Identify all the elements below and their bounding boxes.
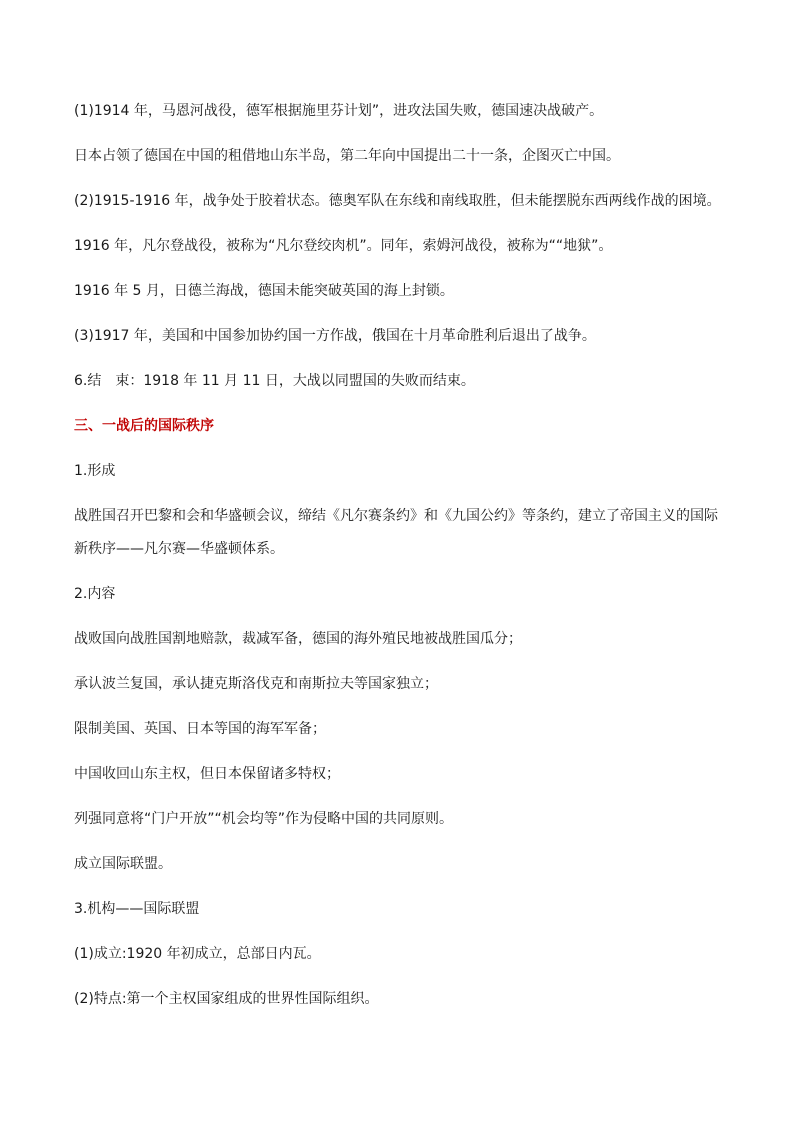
paragraph-war-end: 6.结 束：1918 年 11 月 11 日，大战以同盟国的失败而结束。	[74, 373, 475, 389]
paragraph-stalemate: (2)1915-1916 年，战争处于胶着状态。德奥军队在东线和南线取胜，但未能摆脱东西两线作战的困境。	[74, 193, 721, 209]
paragraph-league-established: (1)成立:1920 年初成立，总部日内瓦。	[74, 946, 321, 962]
paragraph-reparations: 战败国向战胜国割地赔款，裁减军备，德国的海外殖民地被战胜国瓜分；	[74, 631, 522, 647]
paragraph-1917: (3)1917 年，美国和中国参加协约国一方作战，俄国在十月革命胜利后退出了战争。	[74, 328, 596, 344]
paragraph-league-founding: 成立国际联盟。	[74, 856, 172, 872]
paragraph-independence: 承认波兰复国，承认捷克斯洛伐克和南斯拉夫等国家独立；	[74, 676, 438, 692]
paragraph-league-features: (2)特点:第一个主权国家组成的世界性国际组织。	[74, 991, 379, 1007]
subheading-formation: 1.形成	[74, 463, 116, 479]
section-heading-postwar-order: 三、一战后的国际秩序	[74, 418, 214, 434]
paragraph-open-door: 列强同意将“门户开放”“机会均等”作为侵略中国的共同原则。	[74, 811, 454, 827]
paragraph-verdun-somme: 1916 年，凡尔登战役，被称为“凡尔登绞肉机”。同年，索姆河战役，被称为““地狱”。	[74, 238, 613, 254]
paragraph-formation-line2: 新秩序——凡尔赛—华盛顿体系。	[74, 541, 284, 557]
subheading-institution: 3.机构——国际联盟	[74, 901, 200, 917]
paragraph-marne-battle: (1)1914 年，马恩河战役，德军根据施里芬计划”，进攻法国失败，德国速决战破产。	[74, 103, 604, 119]
subheading-content: 2.内容	[74, 586, 116, 602]
paragraph-naval-limits: 限制美国、英国、日本等国的海军军备；	[74, 721, 326, 737]
paragraph-formation-line1: 战胜国召开巴黎和会和华盛顿会议，缔结《凡尔赛条约》和《九国公约》等条约，建立了帝国主义的国际	[74, 508, 718, 524]
paragraph-japan-shandong: 日本占领了德国在中国的租借地山东半岛，第二年向中国提出二十一条，企图灭亡中国。	[74, 148, 620, 164]
paragraph-jutland: 1916 年 5 月，日德兰海战，德国未能突破英国的海上封锁。	[74, 283, 454, 299]
paragraph-shandong-sovereignty: 中国收回山东主权，但日本保留诸多特权；	[74, 766, 340, 782]
